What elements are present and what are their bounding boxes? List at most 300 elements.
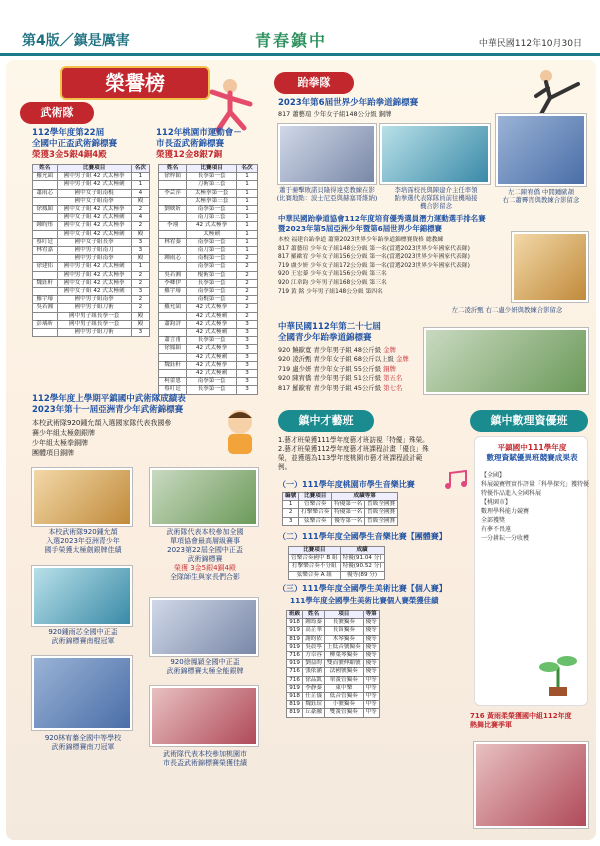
table-cell: 長拳第一套 (187, 337, 237, 345)
table-cell (159, 296, 187, 304)
table-row (287, 643, 380, 651)
table-cell: 雙簧管獨奏 (325, 709, 364, 717)
table-cell: 國中男子組長拳一套 (57, 312, 131, 320)
table-cell: 長拳第一套 (187, 279, 237, 287)
text-line: 920 江韋鈞 少年男子組168公分級 第三名 (278, 279, 387, 286)
table-row (287, 676, 380, 684)
table-cell: 2 (237, 263, 258, 271)
nat-result-rank: 金牌 (395, 355, 409, 364)
nat-result-line: 920 陳宥僑 青少年男子組 51公斤級 第五名 (278, 374, 403, 383)
table-row (33, 255, 150, 263)
table-row (33, 312, 150, 320)
art-subtitle: 111學年度全國學生美術比賽個人賽榮獲佳績 (290, 596, 439, 605)
issue-date: 中華民國112年10月30日 (478, 39, 582, 49)
photo-team-group (150, 468, 258, 526)
text-line: 全部獲獎 (481, 517, 506, 524)
table-row (287, 693, 380, 701)
table-header-cell: 項目 (325, 611, 364, 619)
cartoon-boy-icon (215, 406, 265, 461)
table-cell (159, 370, 187, 378)
col1-title: 112學年度第22屆 全國中正盃武術錦標賽 榮獲3金5銀4銅4殿 (32, 128, 118, 160)
text-line: 本校 福建台跆拳道 蕭黨2023世界少年跆拳道錦標賽資格 總教練 (278, 237, 444, 243)
table-cell: 羅宇璿 (159, 288, 187, 296)
table-cell (33, 214, 58, 222)
table-cell: 魏鈺軒 (33, 279, 58, 287)
table-cell: 徐建佑 (33, 263, 58, 271)
table-cell: 優等 (363, 627, 379, 635)
table-cell: 優等 (363, 652, 379, 660)
photo-tkd-medal (278, 124, 376, 184)
table-cell: 蔡叮廷 (33, 238, 58, 246)
table-cell: 徐鳳穎 (33, 206, 58, 214)
table-cell (33, 288, 58, 296)
table-cell (159, 197, 187, 205)
text-line: 特優作品進入全國科展 (481, 490, 542, 497)
table-row (159, 345, 258, 353)
masthead-logo: 青春鎮中 (255, 31, 328, 50)
table-cell: 國中女子組 42 式太極拳 (57, 279, 131, 287)
table-cell (33, 181, 58, 189)
photo-staff-athlete (32, 566, 132, 626)
table-cell: 819 (287, 635, 303, 643)
table-cell: 南棍第一套 (187, 296, 237, 304)
arts-class-ribbon: 鎮中才藝班 (278, 410, 374, 432)
table-cell: 棍術第一套 (187, 271, 237, 279)
table-cell: 丘豪融 (303, 709, 325, 717)
table-cell: 3 (237, 370, 258, 378)
music-results-table (282, 492, 398, 526)
honor-banner: 榮譽榜 (60, 66, 210, 100)
left-column (10, 66, 270, 836)
table-row (33, 206, 150, 214)
table-cell: 優等 (363, 668, 379, 676)
table-cell: 1 (237, 181, 258, 189)
table-cell: 1 (131, 263, 149, 271)
table-cell: 南拳第一套 (187, 378, 237, 386)
table-cell: 3 (237, 320, 258, 328)
table-cell: 柯蕾恩 (159, 378, 187, 386)
table-cell: 4 (131, 189, 149, 197)
text-line: 科展競賽暨實作評量「科學探究」獲特優 (481, 481, 590, 488)
table-row (159, 214, 258, 222)
photo-team-banner (150, 686, 258, 746)
table-cell: 徐鳳穎 (159, 345, 187, 353)
table-row (159, 263, 258, 271)
table-cell: 2 (131, 271, 149, 279)
table-row (159, 353, 258, 361)
table-row (33, 247, 150, 255)
right-column (274, 66, 592, 836)
text-line: 817 羅歐宥 少年女子組156公分級 第一名(當選2023世界少年國家代表隊) (278, 254, 470, 261)
photo-medal-award (32, 468, 132, 526)
table-cell: 單簧管獨奏 (325, 676, 364, 684)
table-cell: 819 (287, 709, 303, 717)
table-cell: 819 (287, 701, 303, 709)
table-row (159, 247, 258, 255)
photo-taichi-athlete (150, 598, 258, 656)
table-cell: 國中女子組 42 式太極劍 (57, 230, 131, 238)
table-row (287, 627, 380, 635)
table-row (33, 230, 150, 238)
wushu-results-table-2 (158, 164, 258, 395)
nat-result-line: 817 羅歐宥 青少年男子組 45公斤級 第七名 (278, 383, 403, 392)
table-cell: 李翊 (159, 222, 187, 230)
table-cell: 徐品凱 (303, 676, 325, 684)
caption-tkd-2: 李培霈校長與陳建介主任率領 跆拳選代表隊隊員前往機場接 機合影留念 (394, 186, 478, 210)
table-row (287, 709, 380, 717)
table-cell: 2 (131, 304, 149, 312)
nat-result-line: 920 凌沂甄 青少年女子組 68公斤以上級 金牌 (278, 355, 409, 364)
caption-tkd-4: 左二凌沂甄 右二盧少妍與教練合影留念 (451, 306, 563, 314)
math-achievement-card: 平鎮國中111學年度 數理資賦優異班競賽成果表 【全國】 科展競賽暨實作評量「科學探究」獲特優 特優作品進入全國科展 【桃園市】 數理學科能力競賽 全部獲獎 有夢不畏遠 一分耕耘一分收穫 (474, 436, 588, 706)
table-cell: 3 (131, 329, 149, 337)
table-row (159, 337, 258, 345)
caption-math: 716 黃雨柔榮獲國中組112年度 熱舞比賽季軍 (470, 712, 572, 729)
table-cell: 長號獨奏 (325, 619, 364, 627)
caption-top-left: 本校武術隊920鍾允頡 入選2023年亞洲青少年 國手榮獲太極劍銀牌佳績 (44, 528, 122, 554)
table-cell: 長拳第一套 (187, 386, 237, 394)
table-cell: 國中女子組南棍 (57, 189, 131, 197)
text-line: 719 黃 銘 少年男子組148公分級 第四名 (278, 288, 383, 295)
table-cell: 長拳第一套 (187, 173, 237, 181)
table-cell: 國中女子組 42 式太極劍 (57, 288, 131, 296)
table-cell: 4 (131, 214, 149, 222)
table-cell: 國中男子組長拳一套 (57, 320, 131, 328)
table-cell (33, 312, 58, 320)
nat-result-rank: 銅牌 (383, 364, 396, 373)
table-cell (159, 353, 187, 361)
table-cell: 1 (237, 189, 258, 197)
table-cell: 打擊樂合奏不分組 (289, 563, 341, 571)
photo-tkd-team (424, 328, 588, 394)
table-cell: 1 (283, 501, 299, 509)
arts-text: 1.藝才班榮獲111學年度藝才班訪視「特優」殊榮。 2.藝才班榮獲112學年度藝才班課程計畫「優良」殊 榮，並獲選為113學年度桃園市藝才班課程設計範 例。 (278, 436, 429, 471)
table-cell (159, 247, 187, 255)
table-cell: 3 (131, 247, 149, 255)
table-cell: 柳葉琴獨奏 (325, 652, 364, 660)
table-cell: 南拳第一套 (187, 263, 237, 271)
table-cell: 甲等 (363, 709, 379, 717)
table-cell: 蕭雨芯 (33, 189, 58, 197)
table-cell: 2 (237, 279, 258, 287)
table-cell: 919 (287, 684, 303, 692)
table-cell: 林宥嘉 (33, 247, 58, 255)
table-row (33, 296, 150, 304)
page-header (0, 0, 600, 56)
table-cell: 木琴獨奏 (325, 635, 364, 643)
plant-icon (535, 647, 581, 697)
table-row (159, 304, 258, 312)
table-row (159, 312, 258, 320)
photo-dance-award (474, 742, 588, 828)
table-row (287, 660, 380, 668)
table-cell: 716 (287, 668, 303, 676)
table-cell: 太極拳第一套 (187, 189, 237, 197)
table-cell: 管樂合奏 (299, 501, 332, 509)
table-cell: 優等(89 分) (340, 571, 384, 579)
table-row (287, 619, 380, 627)
table-header-cell: 名次 (131, 165, 149, 173)
caption-mid-right: 920徐鳳穎全國中正盃 武術錦標賽太極全能銀牌 (166, 658, 244, 675)
table-row (159, 386, 258, 394)
table-cell: 919 (287, 627, 303, 635)
table-cell: 徐梓穎 (159, 173, 187, 181)
table-header-cell: 比賽項目 (299, 493, 332, 501)
table-header-cell: 姓名 (303, 611, 325, 619)
table-cell (159, 312, 187, 320)
table-cell: 42 式太極劍 (187, 329, 237, 337)
table-cell: 1 (237, 222, 258, 230)
table-cell: 1 (237, 173, 258, 181)
table-cell: 李芸萍 (159, 189, 187, 197)
table-cell: 打擊樂合奏 (299, 509, 332, 517)
table-header-cell: 等第 (363, 611, 379, 619)
table-cell: 魏鈺軒 (159, 361, 187, 369)
table-cell: 優等 (363, 619, 379, 627)
table-row (33, 222, 150, 230)
table-cell: 彭瑀昕 (33, 320, 58, 328)
table-row (159, 279, 258, 287)
table-row (159, 329, 258, 337)
table-cell: 晉級全國賽 (365, 501, 398, 509)
table-cell: 南棍第一套 (187, 255, 237, 263)
caption-tkd-3: 左二陳宥僑 中間鍾歐頡 右二蕭霽宵與教練合影留念 (502, 188, 580, 204)
table-cell: 刀術第三套 (187, 181, 237, 189)
table-cell: 42 式太極拳 (187, 320, 237, 328)
table-cell: 鍾雨芯 (159, 255, 187, 263)
table-cell: 甲等 (363, 684, 379, 692)
table-cell: 國中女子組南拳 (57, 197, 131, 205)
table-cell: 1 (237, 214, 258, 222)
table-cell: 國中女子組 42 式太極拳 (57, 206, 131, 214)
table-cell: 國中男子組 42 式太極劍 (57, 181, 131, 189)
table-cell: 太極拳第三套 (187, 197, 237, 205)
table-cell (33, 271, 58, 279)
table-cell: 2 (237, 255, 258, 263)
table-cell: 1 (237, 197, 258, 205)
table-row (33, 197, 150, 205)
table-row (159, 181, 258, 189)
table-cell: 劉映妡 (159, 206, 187, 214)
table-cell: 918 (287, 693, 303, 701)
table-cell: 羅允頡 (33, 173, 58, 181)
table-cell: 優等 (363, 660, 379, 668)
table-cell (33, 255, 58, 263)
table-row (33, 214, 150, 222)
wushu-figure-icon (200, 74, 260, 134)
table-cell: 李靜蓁 (303, 684, 325, 692)
table-cell: 42 式太極拳 (187, 345, 237, 353)
table-cell: 晉級全國賽 (365, 509, 398, 517)
nat-title: 中華民國112年第二十七屆 全國青少年跆拳道錦標賽 (278, 322, 381, 343)
table-header-cell: 編號 (283, 493, 299, 501)
table-cell: 法國號獨奏 (325, 668, 364, 676)
table-row (287, 635, 380, 643)
table-cell: 鍾筠蓁 (303, 619, 325, 627)
table-header-cell: 姓名 (33, 165, 58, 173)
table-cell: 3 (237, 386, 258, 394)
table-cell: 羅允頡 (159, 304, 187, 312)
table-cell (159, 214, 187, 222)
table-cell: 2 (237, 271, 258, 279)
table-cell: 3 (283, 517, 299, 525)
asian-title: 112學年度上學期平鎮國中武術隊成績表 2023年第十一屆亞洲青少年武術錦標賽 (32, 394, 186, 415)
table-cell: 南拳第一套 (187, 238, 237, 246)
table-row (159, 370, 258, 378)
table-row (159, 320, 258, 328)
photo-tkd-airport (380, 124, 490, 184)
table-cell: 甲等 (363, 693, 379, 701)
photo-tkd-coach (496, 114, 586, 186)
text-line: 一分耕耘一分收穫 (481, 535, 530, 542)
text-line: 920 王宏蓁 少年女子組156公分級 第三名 (278, 271, 387, 278)
table-cell: 弦樂合奏 (299, 517, 332, 525)
table-cell: 42 式太極劍 (187, 370, 237, 378)
table-cell: 高芷華 (303, 627, 325, 635)
table-cell: 任芷儀 (303, 693, 325, 701)
rank-title: 中華民國跆拳道協會112年度培育優秀選員潛力運動選手排名賽 暨2023年第5屆亞洲少年暨第6屆世界少年錦標賽 (278, 214, 486, 233)
table-cell: 張依涵 (303, 668, 325, 676)
table-cell: 1 (131, 173, 149, 181)
table-row (289, 563, 385, 571)
table-cell: 謝昀依 (303, 635, 325, 643)
table-row (159, 206, 258, 214)
table-cell: 716 (287, 676, 303, 684)
table-row (159, 271, 258, 279)
text-line: 有夢不畏遠 (481, 526, 512, 533)
table-row (33, 288, 150, 296)
table-row (33, 329, 150, 337)
table-cell: 鍾昀彤 (33, 222, 58, 230)
table-header-cell: 比賽項目 (187, 165, 237, 173)
table-cell: 42 式太極劍 (187, 353, 237, 361)
wushu-results-table-1 (32, 164, 150, 337)
table-cell: 李卿伊 (159, 279, 187, 287)
table-cell: 3 (237, 378, 258, 386)
table-cell: 2 (131, 222, 149, 230)
table-cell: 吳晨寧 (303, 643, 325, 651)
text-line: 【全國】 (481, 472, 506, 479)
table-header-cell: 班級 (287, 611, 303, 619)
table-row (289, 571, 385, 579)
nat-result-rank: 第五名 (383, 374, 403, 383)
table-header-cell: 姓名 (159, 165, 187, 173)
taekwondo-kick-icon (532, 66, 582, 118)
taekwondo-ribbon: 跆拳隊 (274, 72, 354, 94)
table-header-cell: 成績 (340, 547, 384, 555)
table-cell (159, 329, 187, 337)
table-cell: 魏鈺瑄 (303, 701, 325, 709)
table-cell: 2 (237, 296, 258, 304)
table-cell (159, 181, 187, 189)
table-cell: 低音管獨奏 (325, 693, 364, 701)
table-row (159, 173, 258, 181)
table-cell: 南刀第一套 (187, 247, 237, 255)
table-cell: 特優(91.04 分) (340, 555, 384, 563)
table-cell: 國中男子組南刀 (57, 247, 131, 255)
table-cell: 長笛獨奏 (325, 627, 364, 635)
table-row (33, 304, 150, 312)
table-cell: 3 (131, 238, 149, 246)
table-cell: 管樂合奏國中 B 組 (289, 555, 341, 563)
table-header-cell: 成績等第 (332, 493, 398, 501)
text-line: 數理學科能力競賽 (481, 508, 530, 515)
table-row (159, 296, 258, 304)
caption-bottom-left: 920林宥蓁全國中等學校 武術錦標賽南刀冠軍 (44, 734, 122, 751)
table-row (33, 189, 150, 197)
table-cell (33, 197, 58, 205)
table-cell: 2 (131, 296, 149, 304)
table-cell: 2 (131, 279, 149, 287)
table-cell: 國中男子組南拳 (57, 296, 131, 304)
table-cell: 蕭鈞評 (159, 320, 187, 328)
table-cell: 優等 (363, 643, 379, 651)
table-cell: 特優第一名 (332, 501, 365, 509)
table-cell: 國中男子組南拳 (57, 255, 131, 263)
table-cell: 國中男子組刀術 (57, 304, 131, 312)
table-cell: 方卓容 (303, 652, 325, 660)
table-cell: 42 式太極拳 (187, 222, 237, 230)
table-row (33, 279, 150, 287)
table-cell: 2 (283, 509, 299, 517)
table-cell: 42 式太極劍 (187, 312, 237, 320)
table-cell: 國中男子組刀術 (57, 329, 131, 337)
music-head: （一）111學年度桃園市學生音樂比賽 (278, 480, 415, 489)
table-row (287, 652, 380, 660)
table-cell (33, 230, 58, 238)
table-cell: 國中男子組 42 式太極劍 (57, 263, 131, 271)
table-cell: 蕭言甫 (159, 337, 187, 345)
table-row (33, 320, 150, 328)
table-cell (159, 263, 187, 271)
table-cell: 殿 (131, 197, 149, 205)
table-cell: 林宥蓁 (159, 238, 187, 246)
table-cell: 國中女子組 42 式太極劍 (57, 214, 131, 222)
nat-result-line: 920 饒歐寬 青少年男子組 48公斤級 金牌 (278, 346, 396, 354)
table-cell: 918 (287, 619, 303, 627)
table-cell: 南刀第三套 (187, 214, 237, 222)
table-cell: 南拳第一套 (187, 206, 237, 214)
issue-label: 第4版／鎮是厲害 (22, 33, 130, 49)
table-row (283, 501, 398, 509)
caption-bottom-right: 武術隊代表本校參加桃園市 市長盃武術錦標賽榮獲佳績 (163, 750, 247, 767)
table-cell: 716 (287, 652, 303, 660)
table-cell: 2 (237, 312, 258, 320)
table-row (287, 668, 380, 676)
tkd-title: 2023年第6屆世界少年跆拳道錦標賽 (278, 98, 419, 108)
table-cell: 弦樂合奏 A 組 (289, 571, 341, 579)
table-cell: 國中女子組 42 式太極拳 (57, 222, 131, 230)
table-cell: 1 (131, 181, 149, 189)
table-cell: 2 (131, 206, 149, 214)
table-cell: 42 式太極拳 (187, 361, 237, 369)
table-cell: 42 式太極拳 (187, 304, 237, 312)
nat-result-rank: 金牌 (383, 346, 396, 354)
col2-title: 112年桃園市運動會－ 市長盃武術錦標賽 榮獲12金8銀7銅 (156, 128, 242, 160)
table-cell: 雙而號伸縮號 (325, 660, 364, 668)
tkd-subtitle: 817 蕭藝瑄 少年女子組148公分級 銅牌 (278, 110, 392, 118)
table-row (283, 509, 398, 517)
table-row (33, 271, 150, 279)
table-cell: 上低音號獨奏 (325, 643, 364, 651)
table-cell: 2 (237, 288, 258, 296)
table-row (159, 222, 258, 230)
table-row (159, 238, 258, 246)
caption-top-right: 武術隊代表本校參加全國 單項協會最高層級賽事 2023第22屆全國中正盃 武術錦標賽 榮獲 3金5銀4銅4殿 全隊師生與家長們合影 (166, 528, 244, 581)
table-cell: 3 (237, 361, 258, 369)
table-cell: 殿 (131, 312, 149, 320)
rank-results (278, 236, 508, 296)
